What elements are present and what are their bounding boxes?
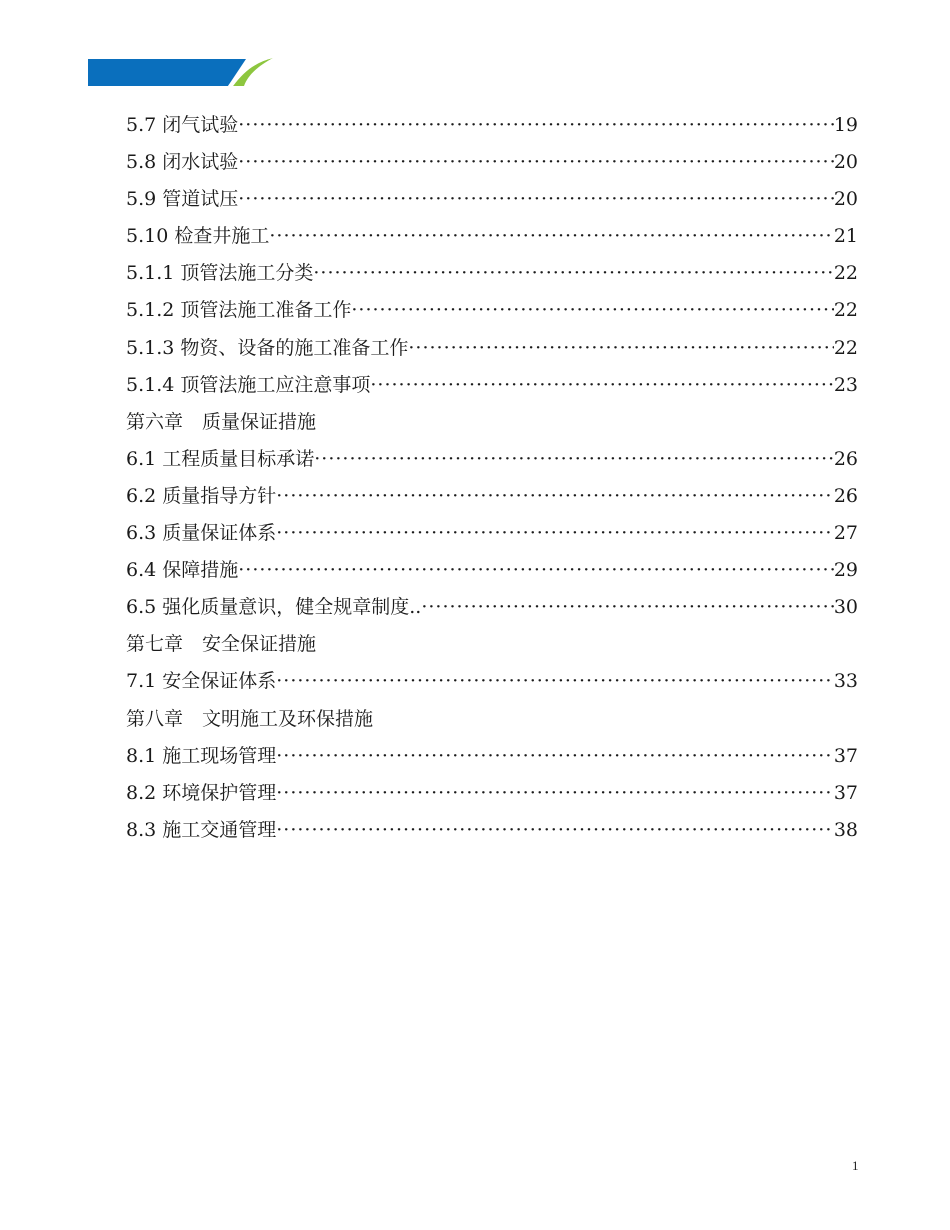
toc-entry-page: 23 (833, 373, 858, 396)
toc-entry-page: 27 (833, 522, 858, 545)
toc-dot-leader (276, 515, 834, 552)
page-number: 1 (852, 1158, 859, 1173)
toc-dot-leader (238, 552, 834, 589)
toc-entry-label: 6.3 质量保证体系 (126, 522, 277, 545)
toc-entry-page: 26 (833, 484, 858, 507)
toc-entry[interactable] (126, 181, 858, 218)
toc-entry-page: 20 (833, 151, 858, 174)
toc-entry[interactable] (126, 589, 858, 626)
toc-entry-label: 6.5 强化质量意识，健全规章制度.. (126, 596, 422, 619)
toc-dot-leader (370, 367, 833, 404)
toc-chapter-heading[interactable] (126, 404, 858, 441)
toc-entry-label: 5.7 闭气试验 (126, 114, 239, 136)
toc-dot-leader (238, 181, 834, 218)
toc-entry[interactable] (126, 812, 858, 849)
toc-entry[interactable] (126, 552, 858, 589)
toc-chapter-label: 第六章 质量保证措施 (126, 410, 317, 433)
toc-entry[interactable] (126, 107, 858, 144)
toc-dot-leader (276, 812, 834, 849)
toc-entry-label: 5.1.2 顶管法施工准备工作 (126, 299, 352, 322)
toc-entry-page: 37 (833, 781, 858, 804)
toc-entry[interactable] (126, 218, 858, 255)
toc-dot-leader (408, 330, 833, 367)
toc-dot-leader (276, 738, 834, 775)
toc-entry-page: 19 (833, 114, 858, 136)
toc-dot-leader (269, 218, 833, 255)
toc-entry-label: 5.1.4 顶管法施工应注意事项 (126, 373, 371, 396)
toc-entry-page: 21 (833, 225, 858, 248)
toc-dot-leader (314, 441, 834, 478)
toc-entry[interactable] (126, 738, 858, 775)
toc-entry[interactable] (126, 663, 858, 700)
toc-dot-leader (276, 663, 834, 700)
toc-entry[interactable] (126, 478, 858, 515)
toc-entry-label: 5.10 检查井施工 (126, 225, 270, 248)
toc-dot-leader (238, 144, 834, 181)
toc-entry[interactable] (126, 330, 858, 367)
toc-entry-label: 6.2 质量指导方针 (126, 484, 277, 507)
toc-entry[interactable] (126, 441, 858, 478)
toc-entry-page: 37 (833, 744, 858, 767)
toc-entry-label: 7.1 安全保证体系 (126, 670, 277, 693)
toc-chapter-label: 第八章 文明施工及环保措施 (126, 707, 374, 730)
toc-entry-label: 5.1.3 物资、设备的施工准备工作 (126, 336, 409, 359)
toc-entry-label: 5.8 闭水试验 (126, 151, 239, 174)
toc-entry[interactable] (126, 775, 858, 812)
toc-entry[interactable] (126, 515, 858, 552)
logo-blue-band (88, 59, 246, 86)
toc-entry-page: 29 (833, 559, 858, 582)
toc-entry[interactable] (126, 292, 858, 329)
brand-stripe-logo-icon (88, 57, 273, 86)
toc-dot-leader (421, 589, 833, 626)
toc-dot-leader (238, 107, 834, 144)
toc-entry-label: 8.1 施工现场管理 (126, 744, 277, 767)
toc-entry-page: 30 (833, 596, 858, 619)
toc-dot-leader (351, 292, 833, 329)
toc-entry-label: 8.3 施工交通管理 (126, 818, 277, 841)
toc-entry-page: 22 (833, 262, 858, 285)
toc-entry-label: 5.9 管道试压 (126, 188, 239, 211)
toc-entry-label: 6.1 工程质量目标承诺 (126, 447, 315, 470)
toc-entry-page: 20 (833, 188, 858, 211)
toc-dot-leader (276, 775, 834, 812)
toc-entry[interactable] (126, 255, 858, 292)
toc-chapter-label: 第七章 安全保证措施 (126, 633, 317, 656)
toc-entry[interactable] (126, 367, 858, 404)
toc-entry-page: 33 (833, 670, 858, 693)
toc-dot-leader (276, 478, 834, 515)
toc-entry-page: 22 (833, 299, 858, 322)
toc-chapter-heading[interactable] (126, 626, 858, 663)
toc-entry-page: 22 (833, 336, 858, 359)
toc-entry[interactable] (126, 144, 858, 181)
toc-chapter-heading[interactable] (126, 701, 858, 738)
toc-entry-label: 8.2 环境保护管理 (126, 781, 277, 804)
toc-entry-label: 5.1.1 顶管法施工分类 (126, 262, 314, 285)
table-of-contents (126, 107, 858, 849)
toc-entry-page: 38 (833, 818, 858, 841)
toc-entry-page: 26 (833, 447, 858, 470)
toc-dot-leader (313, 255, 833, 292)
toc-entry-label: 6.4 保障措施 (126, 559, 239, 582)
